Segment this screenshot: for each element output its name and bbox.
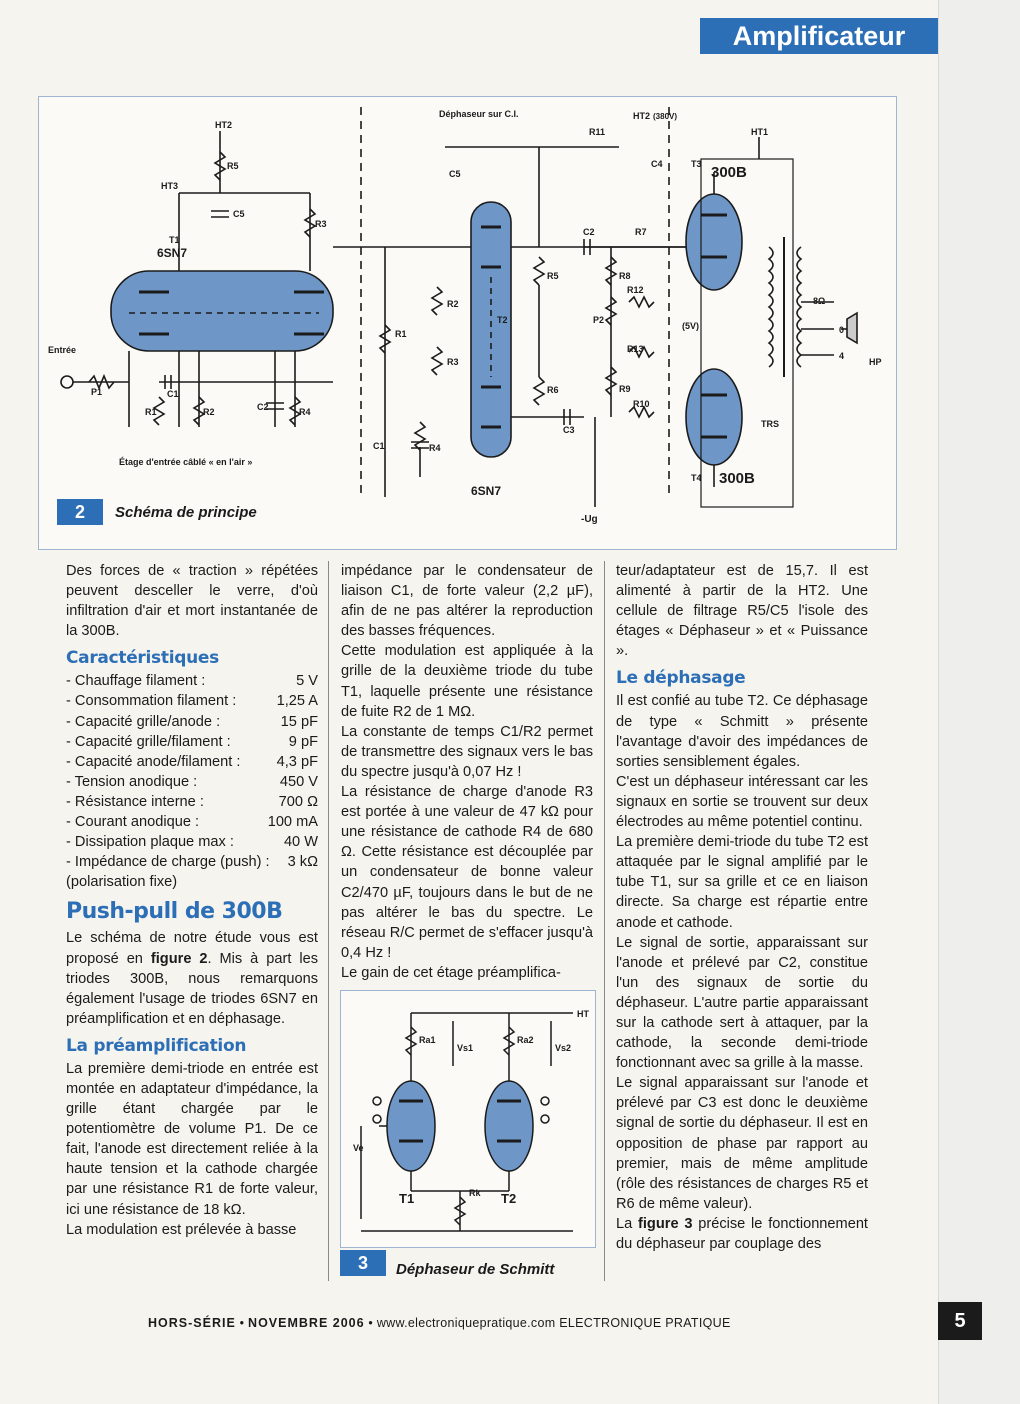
svg-text:T2: T2 [501,1191,517,1206]
column-divider [328,561,329,1281]
col2-paragraph-2: Cette modulation est appliquée à la grille de la deuxième triode du tube T1, laquelle présente une résistance de fuite R2 de 1 MΩ. [341,643,593,720]
svg-text:Ra1: Ra1 [419,1035,436,1045]
svg-text:HT: HT [577,1009,589,1019]
svg-text:HP: HP [869,357,882,367]
svg-text:R13: R13 [627,344,644,354]
svg-text:R5: R5 [227,161,239,171]
heading-dephasage: Le déphasage [616,668,746,689]
spec-row: - Chauffage filament : 5 V [66,673,318,690]
column-2 [341,561,593,983]
figure-2-caption: Schéma de principe [115,504,257,521]
spec-row: - Capacité grille/filament : 9 pF [66,733,318,750]
preamp-paragraph: La première demi-triode en entrée est montée en adaptateur d'impédance, la grille étant chargée par le potentiomètre de volume P1. De ce fait, l'anode est directement reliée à la haute tension et la cathode chargée par une résistance R1 de forte valeur, ici une résistance de 18 kΩ. [66,1060,318,1218]
schematic-diagram [39,97,896,549]
section-header: Amplificateur [700,18,938,54]
svg-text:300B: 300B [711,164,747,181]
svg-text:Vs1: Vs1 [457,1043,474,1053]
preamp-paragraph-2: La modulation est prélevée à basse [66,1221,297,1238]
spec-row: - Résistance interne : 700 Ω [66,793,318,810]
spec-row: - Tension anodique : 450 V [66,773,318,790]
svg-text:300B: 300B [719,470,755,487]
svg-text:-Ug: -Ug [581,514,598,525]
svg-text:6SN7: 6SN7 [157,246,188,260]
col3-paragraph-2: Il est confié au tube T2. Ce déphasage de type « Schmitt » présente l'avantage d'avoir des impédances de sorties sensiblement égales. [616,693,868,770]
svg-text:R2: R2 [203,407,215,417]
svg-text:C5: C5 [449,169,461,179]
svg-text:TRS: TRS [761,419,779,429]
spec-row: - Dissipation plaque max : 40 W [66,834,318,851]
svg-text:4: 4 [839,351,845,361]
svg-text:C5: C5 [233,209,245,219]
svg-text:R11: R11 [589,127,606,137]
svg-text:P2: P2 [593,315,605,325]
svg-text:Rk: Rk [469,1188,481,1198]
figure-3-schmitt [340,990,596,1248]
svg-text:R2: R2 [447,299,459,309]
heading-preamplification: La préamplification [66,1035,247,1056]
svg-text:0: 0 [839,325,845,335]
svg-text:R3: R3 [447,357,459,367]
svg-text:R5: R5 [547,271,559,281]
svg-text:6SN7: 6SN7 [471,484,502,498]
svg-text:R1: R1 [145,407,157,417]
svg-text:C2: C2 [583,227,595,237]
col3-paragraph-3: C'est un déphaseur intéressant car les signaux en sortie se trouvent sur deux électrodes au même potentiel continu. [616,773,868,831]
spec-row: - Impédance de charge (push) : 3 kΩ [66,854,318,871]
figure-2-number: 2 [57,499,103,525]
svg-text:C2: C2 [257,402,269,412]
svg-text:C1: C1 [373,441,385,451]
col2-paragraph-1: impédance par le condensateur de liaison C1, de forte valeur (2,2 µF), afin de ne pas altérer la reproduction des basses fréquences. [341,563,593,640]
col2-paragraph-3: La constante de temps C1/R2 permet de transmettre des signaux vers le bas du spectre jusqu'à 0,07 Hz ! [341,723,593,780]
svg-text:R3: R3 [315,219,327,229]
svg-text:T4: T4 [691,473,702,483]
svg-text:(5V): (5V) [682,321,700,331]
figure-3-number: 3 [340,1250,386,1276]
svg-text:R1: R1 [395,329,407,339]
svg-text:R10: R10 [633,399,650,409]
svg-text:R12: R12 [627,285,644,295]
page-footer: HORS-SÉRIE • NOVEMBRE 2006 • www.electroniquepratique.com ELECTRONIQUE PRATIQUE [148,1316,731,1330]
svg-text:T1: T1 [399,1191,415,1206]
svg-text:R8: R8 [619,271,631,281]
col3-paragraph-4: La première demi-triode du tube T2 est attaquée par le signal amplifié par le tube T1, sur sa grille et ce en liaison directe. Sa charge est répartie entre anode et cathode. [616,834,869,931]
svg-text:R4: R4 [299,407,311,417]
page-edge-strip [938,0,1020,1404]
svg-text:C3: C3 [563,425,575,435]
svg-text:HT2: HT2 [215,120,233,130]
svg-text:Ve: Ve [353,1143,364,1153]
schmitt-diagram [341,991,595,1247]
heading-caracteristiques: Caractéristiques [66,648,219,669]
col3-paragraph-1: teur/adaptateur est de 15,7. Il est alimenté à partir de la HT2. Une cellule de filtrage R5/C5 l'isole des étages « Déphaseur » et « Puissance ». [616,563,868,660]
figure-3-caption: Déphaseur de Schmitt [396,1261,555,1278]
website-url: www.electroniquepratique.com [376,1316,556,1330]
dephaseur-title: Déphaseur sur C.I. [439,109,519,119]
col3-paragraph-7: La figure 3 précise le fonctionnement du déphaseur par couplage des [616,1215,868,1252]
column-divider [604,561,605,1281]
svg-text:(380V): (380V) [653,112,678,121]
svg-text:T3: T3 [691,159,702,169]
page-number: 5 [938,1302,982,1340]
svg-text:R6: R6 [547,385,559,395]
spec-row: - Consommation filament : 1,25 A [66,693,318,710]
col2-paragraph-5: Le gain de cet étage préamplifica- [341,964,561,981]
heading-push-pull: Push-pull de 300B [66,899,283,925]
svg-text:P1: P1 [91,387,103,397]
svg-text:C4: C4 [651,159,663,169]
svg-text:Vs2: Vs2 [555,1043,572,1053]
spec-row: - Capacité anode/filament : 4,3 pF [66,753,318,770]
intro-paragraph: Des forces de « traction » répétées peuvent desceller le verre, d'où infiltration d'air et mort instantanée de la 300B. [66,563,318,640]
col2-paragraph-4: La résistance de charge d'anode R3 est portée à une valeur de 47 kΩ pour une résistance de cathode R4 de 680 Ω. Cette résistance est découplée par un condensateur de bonne valeur C2/470 µF, toujours dans le but de ne pas altérer le bas du spectre. Le réseau R/C permet de s'effacer jusqu'à 0,4 Hz ! [341,784,593,961]
column-3 [616,561,868,1254]
svg-text:Entrée: Entrée [48,345,77,355]
spec-row: - Courant anodique : 100 mA [66,814,318,831]
column-1 [66,561,318,1240]
svg-text:T2: T2 [497,315,508,325]
svg-text:C1: C1 [167,389,179,399]
svg-text:HT2: HT2 [633,111,651,121]
spec-note: (polarisation fixe) [66,874,178,891]
svg-text:T1: T1 [169,235,180,245]
figure-2-schematic [38,96,897,550]
svg-text:R4: R4 [429,443,441,453]
svg-text:8Ω: 8Ω [813,296,826,306]
col3-paragraph-5: Le signal de sortie, apparaissant sur l'anode et prélevé par C2, constitue l'un des signaux de sortie du déphaseur. L'autre partie apparaissant sur la cathode sert à attaquer, par la cathode, la seconde demi-triode fonctionnant avec sa grille à la masse. [616,934,868,1072]
svg-text:HT1: HT1 [751,127,769,137]
svg-text:R7: R7 [635,227,647,237]
spec-row: - Capacité grille/anode : 15 pF [66,713,318,730]
push-paragraph: Le schéma de notre étude vous est proposé en figure 2. Mis à part les triodes 300B, nous remarquons également l'usage de triodes 6SN7 en préamplification et en déphasage. [66,930,319,1027]
svg-text:Ra2: Ra2 [517,1035,534,1045]
spec-list [66,671,318,892]
input-stage-label: Étage d'entrée câblé « en l'air » [119,457,253,467]
col3-paragraph-6: Le signal apparaissant sur l'anode et prélevé par C3 est donc le deuxième signal de sortie du déphaseur. Il est en opposition de phase par rapport au premier, mais de même amplitude (rôle des résistances de charges R5 et R6 de même valeur). [616,1075,868,1212]
svg-text:HT3: HT3 [161,181,179,191]
svg-text:R9: R9 [619,384,631,394]
